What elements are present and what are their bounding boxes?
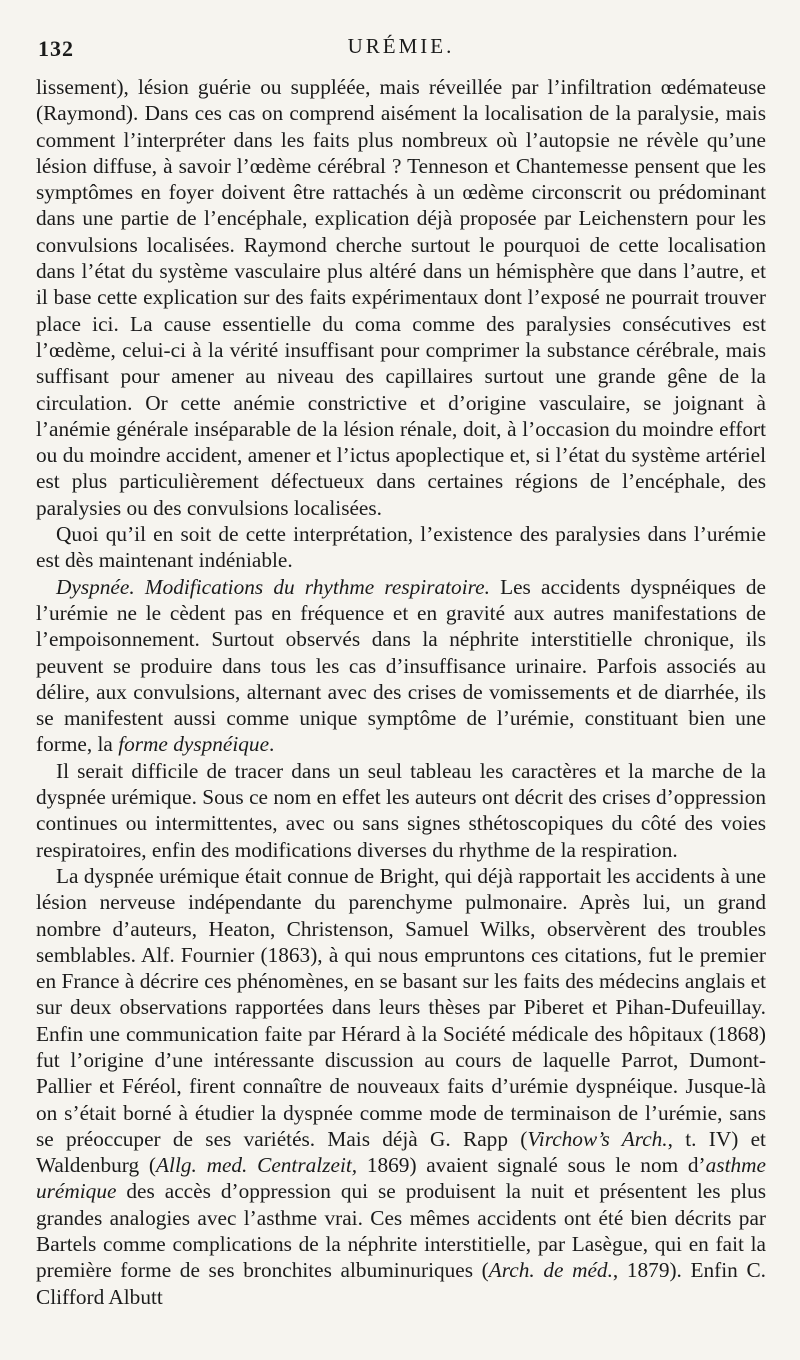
running-title: URÉMIE. [347, 34, 455, 58]
paragraph-3 [36, 574, 766, 758]
paragraph-5-text-b: , t. IV) et Waldenburg ( [36, 1126, 766, 1178]
paragraph-3-text: Les accidents dyspnéiques de l’urémie ne le cèdent pas en fréquence et en gravité aux autres manifestations de l’empoisonnement. Surtout observés dans la néphrite interstitielle chronique, ils peuvent se produire dans tous les cas d’insuffisance urinaire. Parfois associés au délire, aux convulsions, alternant avec des crises de vomissements et de diarrhée, ils se manifestent aussi comme unique symptôme de l’urémie, constituant bien une forme, la [36, 574, 767, 757]
paragraph-5-text-a: La dyspnée urémique était connue de Bright, qui déjà rapportait les accidents à une lésion nerveuse indépendante du parenchyme pulmonaire. Après lui, un grand nombre d’auteurs, Heaton, Christenson, Samuel Wilks, observèrent des troubles semblables. Alf. Fournier (1863), à qui nous empruntons ces citations, fut le premier en France à décrire ces phénomènes, en se basant sur les faits des médecins anglais et sur deux observations rapportées dans leurs thèses par Piberet et Pihan-Dufeuillay. Enfin une communication faite par Hérard à la Société médicale des hôpitaux (1868) fut l’origine d’une intéressante discussion au cours de laquelle Parrot, Dumont-Pallier et Féréol, firent connaître de nouveaux faits d’urémie dyspnéique. Jusque-là on s’était borné à étudier la dyspnée comme mode de terminaison de l’urémie, sans se préoccuper de ses variétés. Mais déjà G. Rapp ( [36, 863, 766, 1151]
running-head [36, 32, 766, 74]
paragraph-5-text-e: , 1879). Enfin C. Clifford Albutt [36, 1258, 766, 1309]
asthme-uremique-term: asthme urémique [36, 1153, 766, 1204]
paragraph-4: Il serait difficile de tracer dans un seul tableau les caractères et la marche de la dyspnée urémique. Sous ce nom en effet les auteurs ont décrit des crises d’oppression continues ou intermittentes, avec ou sans signes sthétoscopiques du côté des voies respiratoires, enfin des modifications diverses du rhythme de la respiration. [36, 758, 766, 862]
paragraph-2: Quoi qu’il en soit de cette interprétation, l’existence des paralysies dans l’urémie est dès maintenant indéniable. [36, 522, 766, 573]
citation-arch-med: Arch. de méd. [488, 1258, 613, 1283]
paragraph-5-text-d: des accès d’oppression qui se produisent la nuit et présentent les plus grandes analogies avec l’asthme vrai. Ces mêmes accidents ont été bien décrits par Bartels comme complications de la néphrite interstitielle, par Lasègue, qui en fait la première forme de ses bronchites albuminuriques ( [36, 1179, 766, 1283]
citation-allg-med: Allg. med. Centralzeit, [156, 1153, 358, 1178]
paragraph-5-text-c: 1869) avaient signalé sous le nom d’ [357, 1153, 706, 1178]
citation-virchow: Virchow’s Arch. [527, 1126, 668, 1151]
forme-dyspneique-term: forme dyspnéique [118, 732, 270, 757]
paragraph-1: lissement), lésion guérie ou suppléée, mais réveillée par l’infiltration œdémateuse (Raymond). Dans ces cas on comprend aisément la localisation de la paralysie, mais comment l’interpréter dans les faits plus nombreux où l’autopsie ne révèle qu’une lésion diffuse, à savoir l’œdème cérébral ? Tenneson et Chantemesse pensent que les symptômes en foyer doivent être rattachés à un œdème circonscrit ou prédominant dans une partie de l’encéphale, explication déjà proposée par Leichenstern pour les convulsions localisées. Raymond cherche surtout le pourquoi de cette localisation dans l’état du système vasculaire plus altéré dans un hémisphère que dans l’autre, et il base cette explication sur des faits expérimentaux dont l’exposé ne pourrait trouver place ici. La cause essentielle du coma comme des paralysies consécutives est l’œdème, celui-ci à la vérité insuffisant pour comprimer la substance cérébrale, mais suffisant pour amener au niveau des capillaires surtout une grande gêne de la circulation. Or cette anémie constrictive et d’origine vasculaire, se joignant à l’anémie générale inséparable de la lésion rénale, doit, à l’occasion du moindre effort ou du moindre accident, amener et l’ictus apoplectique et, si l’état du système artériel est plus particulièrement défectueux dans certaines régions de l’encéphale, des paralysies ou des convulsions localisées. [36, 75, 766, 520]
section-subtitle-rhythme: Modifications du rhythme respiratoire. [144, 574, 490, 599]
section-title-dyspnee: Dyspnée. [56, 574, 135, 599]
body-text [36, 74, 766, 1310]
page-number: 132 [38, 36, 74, 61]
paragraph-5 [36, 863, 766, 1310]
paragraph-3-end: . [269, 732, 275, 757]
